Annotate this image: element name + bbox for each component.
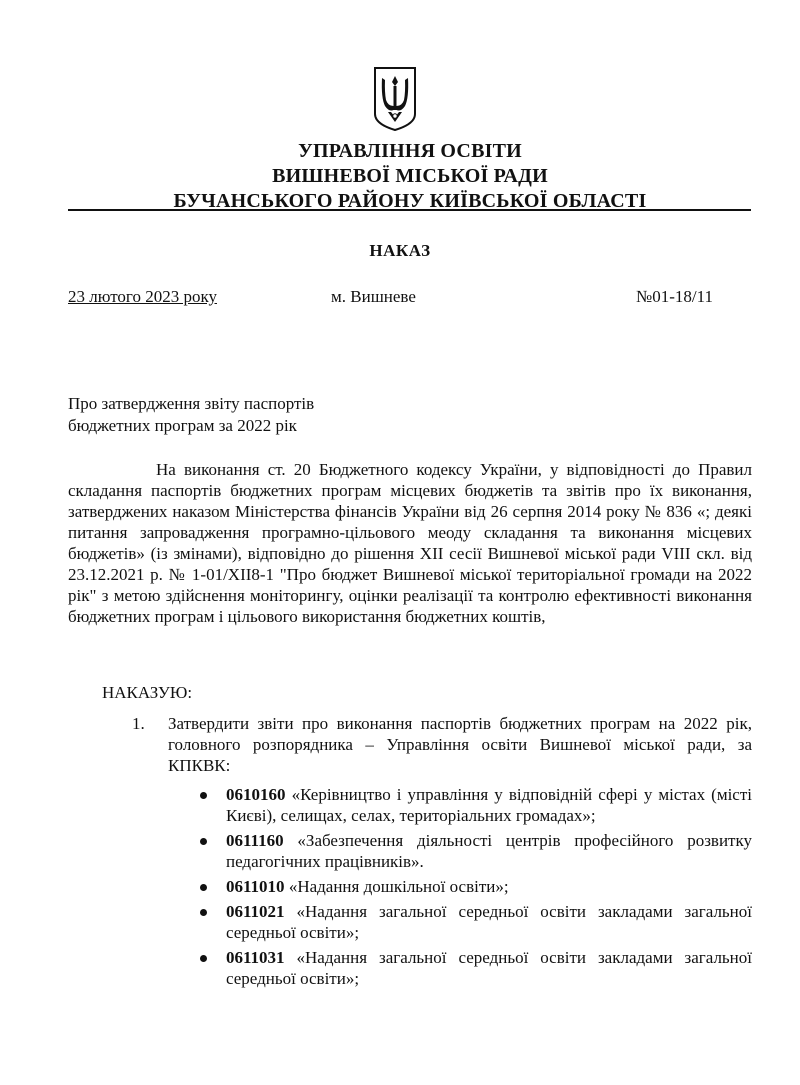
list-item bbox=[200, 784, 752, 826]
bullet-icon bbox=[200, 838, 207, 845]
document-place: м. Вишневе bbox=[331, 287, 416, 306]
trident-emblem-icon bbox=[372, 66, 418, 132]
kpkvk-description: «Забезпечення діяльності центрів професійного розвитку педагогічних працівників». bbox=[226, 831, 753, 871]
kpkvk-list bbox=[200, 784, 752, 993]
document-date: 23 лютого 2023 року bbox=[68, 287, 217, 306]
bullet-icon bbox=[200, 884, 207, 891]
list-item bbox=[200, 830, 752, 872]
list-item bbox=[200, 876, 752, 897]
list-item bbox=[200, 947, 752, 989]
kpkvk-code: 0611021 bbox=[226, 902, 285, 921]
kpkvk-code: 0610160 bbox=[226, 785, 286, 804]
kpkvk-description: «Надання загальної середньої освіти закладами загальної середньої освіти»; bbox=[226, 902, 752, 942]
org-name-line3: БУЧАНСЬКОГО РАЙОНУ КИЇВСЬКОЇ ОБЛАСТІ bbox=[173, 190, 647, 212]
subject-line-2: бюджетних програм за 2022 рік bbox=[68, 416, 297, 435]
order-keyword: НАКАЗУЮ: bbox=[102, 683, 193, 702]
kpkvk-description: «Керівництво і управління у відповідній сфері у містах (місті Києві), селищах, селах, територіальних громадах»; bbox=[226, 785, 753, 825]
kpkvk-code: 0611031 bbox=[226, 948, 285, 967]
org-name-line2: ВИШНЕВОЇ МІСЬКОЇ РАДИ bbox=[272, 165, 548, 187]
kpkvk-description: «Надання загальної середньої освіти закладами загальної середньої освіти»; bbox=[226, 948, 752, 988]
order-item-number: 1. bbox=[132, 714, 145, 733]
order-item-1 bbox=[132, 713, 752, 776]
document-subject bbox=[68, 393, 314, 437]
subject-line-1: Про затвердження звіту паспортів bbox=[68, 394, 315, 413]
order-item-text: Затвердити звіти про виконання паспортів бюджетних програм на 2022 рік, головного розпорядника – Управління освіти Вишневої міської ради, за КПКВК: bbox=[168, 714, 752, 775]
header-divider bbox=[68, 209, 751, 211]
kpkvk-description: «Надання дошкільної освіти»; bbox=[288, 877, 509, 896]
org-name-line1: УПРАВЛІННЯ ОСВІТИ bbox=[298, 140, 522, 162]
bullet-icon bbox=[200, 792, 207, 799]
kpkvk-code: 0611010 bbox=[226, 877, 285, 896]
kpkvk-code: 0611160 bbox=[226, 831, 284, 850]
list-item bbox=[200, 901, 752, 943]
document-title: НАКАЗ bbox=[369, 241, 431, 260]
document-number: №01-18/11 bbox=[636, 287, 713, 306]
preamble-paragraph: На виконання ст. 20 Бюджетного кодексу України, у відповідності до Правил складання паспортів бюджетних програм місцевих бюджетів та звітів про їх виконання, затверджених наказом Міністерства фінансів України від 26 серпня 2014 року № 836 «; деякі питання запровадження програмно-цільового меоду складання та виконання місцевих бюджетів» (із змінами), відповідно до рішення XII сесії Вишневої міської ради VIII скл. від 23.12.2021 р. № 1-01/XII8-1 "Про бюджет Вишневої міської територіальної громади на 2022 рік" з метою здійснення моніторингу, оцінки реалізації та контролю ефективності виконання бюджетних програм і цільового використання бюджетних коштів, bbox=[68, 460, 752, 626]
bullet-icon bbox=[200, 909, 207, 916]
bullet-icon bbox=[200, 955, 207, 962]
